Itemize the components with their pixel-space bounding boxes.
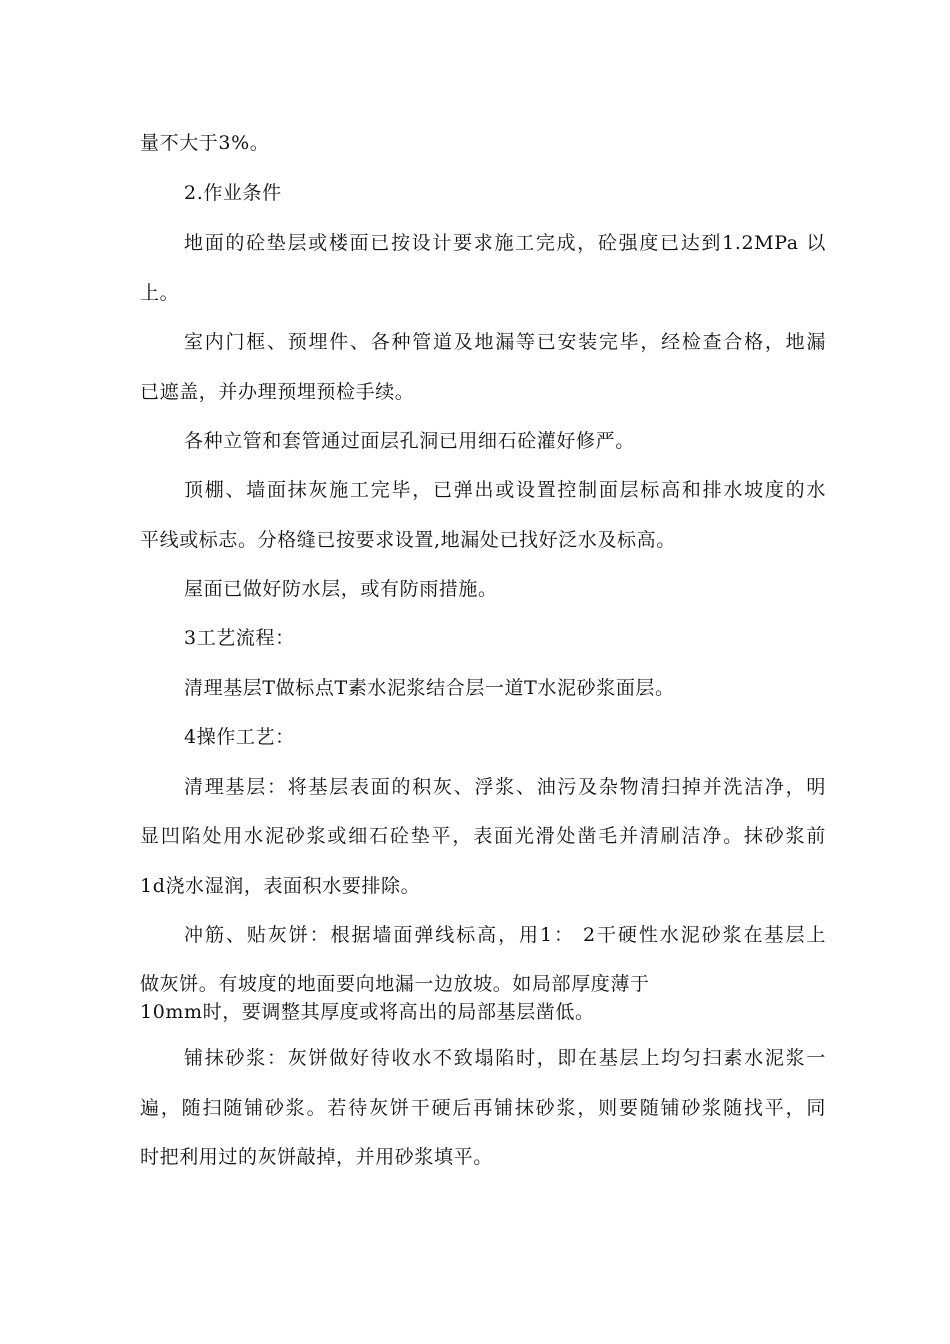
text-line-4: 上。 <box>140 282 180 304</box>
text-line-21: 遍，随扫随铺砂浆。若待灰饼干硬后再铺抹砂浆，则要随铺砂浆随找平，同 <box>140 1097 826 1119</box>
text-line-7: 各种立管和套管通过面层孔洞已用细石砼灌好修严。 <box>184 430 635 452</box>
text-line-8: 顶棚、墙面抹灰施工完毕，已弹出或设置控制面层标高和排水坡度的水 <box>184 479 826 501</box>
text-line-6: 已遮盖，并办理预埋预检手续。 <box>140 381 415 403</box>
text-line-22: 时把利用过的灰饼敲掉，并用砂浆填平。 <box>140 1146 493 1168</box>
text-line-10: 屋面已做好防水层，或有防雨措施。 <box>184 578 498 600</box>
text-line-1: 量不大于3%。 <box>140 132 270 154</box>
section-heading-process-flow: 3工艺流程： <box>184 627 295 649</box>
text-line-9: 平线或标志。分格缝已按要求设置,地漏处已找好泛水及标高。 <box>140 529 676 551</box>
text-line-19: 10mm时，要调整其厚度或将高出的局部基层凿低。 <box>140 1001 595 1023</box>
text-line-20: 铺抹砂浆：灰饼做好待收水不致塌陷时，即在基层上均匀扫素水泥浆一 <box>184 1047 826 1069</box>
text-line-16: 1d浇水湿润，表面积水要排除。 <box>140 875 421 897</box>
text-line-15: 显凹陷处用水泥砂浆或细石砼垫平，表面光滑处凿毛并清刷洁净。抹砂浆前 <box>140 825 826 847</box>
text-line-12: 清理基层T做标点T素水泥浆结合层一道T水泥砂浆面层。 <box>184 677 675 699</box>
text-line-18: 做灰饼。有坡度的地面要向地漏一边放坡。如局部厚度薄于 <box>140 973 650 995</box>
text-line-3: 地面的砼垫层或楼面已按设计要求施工完成，砼强度已达到1.2MPa 以 <box>184 232 826 254</box>
text-line-5: 室内门框、预埋件、各种管道及地漏等已安装完毕，经检查合格，地漏 <box>184 331 826 353</box>
section-heading-operation: 4操作工艺： <box>184 726 295 748</box>
text-line-14: 清理基层：将基层表面的积灰、浮浆、油污及杂物清扫掉并洗洁净，明 <box>184 776 826 798</box>
section-heading-work-conditions: 2.作业条件 <box>184 182 282 204</box>
text-line-17: 冲筋、贴灰饼：根据墙面弹线标高，用1： 2干硬性水泥砂浆在基层上 <box>184 924 826 946</box>
